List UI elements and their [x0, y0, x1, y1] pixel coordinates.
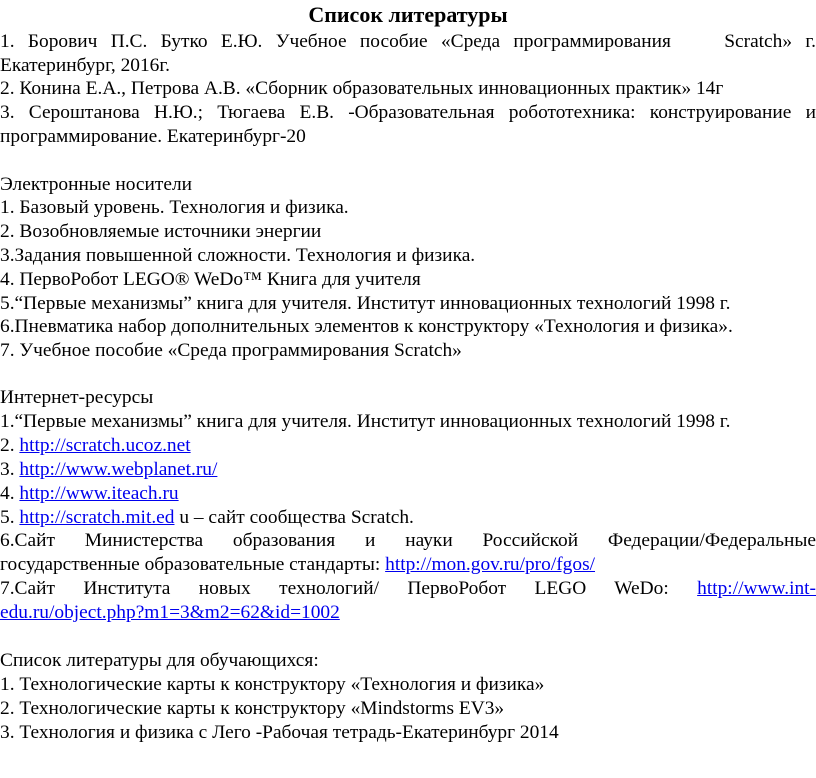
- internet-item-7-line-1: [0, 578, 816, 600]
- students-item-2: 2. Технологические карты к конструктору «Mindstorms EV3»: [0, 698, 505, 719]
- internet-item-1: 1.“Первые механизмы” книга для учителя. Институт инновационных технологий 1998 г.: [0, 411, 731, 432]
- electronic-item-5: 5.“Первые механизмы” книга для учителя. Институт инновационных технологий 1998 г.: [0, 293, 731, 314]
- lit-item-2: 2. Конина Е.А., Петрова А.В. «Сборник образовательных инновационных практик» 14г: [0, 78, 724, 99]
- students-heading: Список литературы для обучающихся:: [0, 650, 319, 671]
- electronic-item-1: 1. Базовый уровень. Технология и физика.: [0, 197, 349, 218]
- int-edu-link-part-1[interactable]: http://www.int-: [697, 578, 816, 599]
- electronic-item-6: 6.Пневматика набор дополнительных элементов к конструктору «Технология и физика».: [0, 316, 733, 337]
- iteach-link[interactable]: http://www.iteach.ru: [19, 483, 179, 504]
- internet-item-5: [0, 507, 816, 529]
- lit-item-1-line-1: 1. Борович П.С. Бутко Е.Ю. Учебное пособие «Среда программирования Scratch» г.: [0, 31, 816, 52]
- int-edu-link-part-2[interactable]: edu.ru/object.php?m1=3&m2=62&id=1002: [0, 602, 340, 623]
- lit-item-3-line-2: программирование. Екатеринбург-20: [0, 126, 306, 147]
- lit-item-3-line-1: 3. Сероштанова Н.Ю.; Тюгаева Е.В. -Образовательная робототехника: конструирование и: [0, 102, 816, 123]
- page-title: Список литературы: [308, 2, 508, 27]
- internet-item-3: [0, 459, 816, 481]
- internet-item-4-number: 4.: [0, 483, 20, 504]
- internet-heading: Интернет-ресурсы: [0, 387, 154, 408]
- students-item-1: 1. Технологические карты к конструктору «Технология и физика»: [0, 674, 545, 695]
- internet-item-6-line-2: [0, 554, 816, 576]
- scratch-mit-link[interactable]: http://scratch.mit.ed: [19, 507, 175, 528]
- lit-item-1-line-2: Екатеринбург, 2016г.: [0, 55, 170, 76]
- scratch-ucoz-link[interactable]: http://scratch.ucoz.net: [19, 435, 191, 456]
- students-item-3: 3. Технология и физика с Лего -Рабочая тетрадь-Екатеринбург 2014: [0, 722, 559, 743]
- electronic-heading: Электронные носители: [0, 174, 193, 195]
- internet-item-7-text: 7.Сайт Института новых технологий/ ПервоРобот LEGO WeDo:: [0, 578, 698, 599]
- internet-item-3-number: 3.: [0, 459, 20, 480]
- internet-item-5-number: 5.: [0, 507, 20, 528]
- electronic-item-4: 4. ПервоРобот LEGO® WeDo™ Книга для учителя: [0, 269, 421, 290]
- mon-gov-fgos-link[interactable]: http://mon.gov.ru/pro/fgos/: [385, 554, 596, 575]
- internet-item-6-text: государственные образовательные стандарты:: [0, 554, 386, 575]
- internet-item-5-text: u – сайт сообщества Scratch.: [174, 507, 414, 528]
- internet-item-6-line-1: 6.Сайт Министерства образования и науки Российской Федерации/Федеральные: [0, 530, 816, 551]
- electronic-item-7: 7. Учебное пособие «Среда программирования Scratch»: [0, 340, 462, 361]
- internet-item-2: [0, 435, 816, 457]
- electronic-item-3: 3.Задания повышенной сложности. Технология и физика.: [0, 245, 476, 266]
- webplanet-link[interactable]: http://www.webplanet.ru/: [19, 459, 218, 480]
- internet-item-7-line-2: [0, 602, 816, 624]
- electronic-item-2: 2. Возобновляемые источники энергии: [0, 221, 322, 242]
- internet-item-4: [0, 483, 816, 505]
- internet-item-2-number: 2.: [0, 435, 20, 456]
